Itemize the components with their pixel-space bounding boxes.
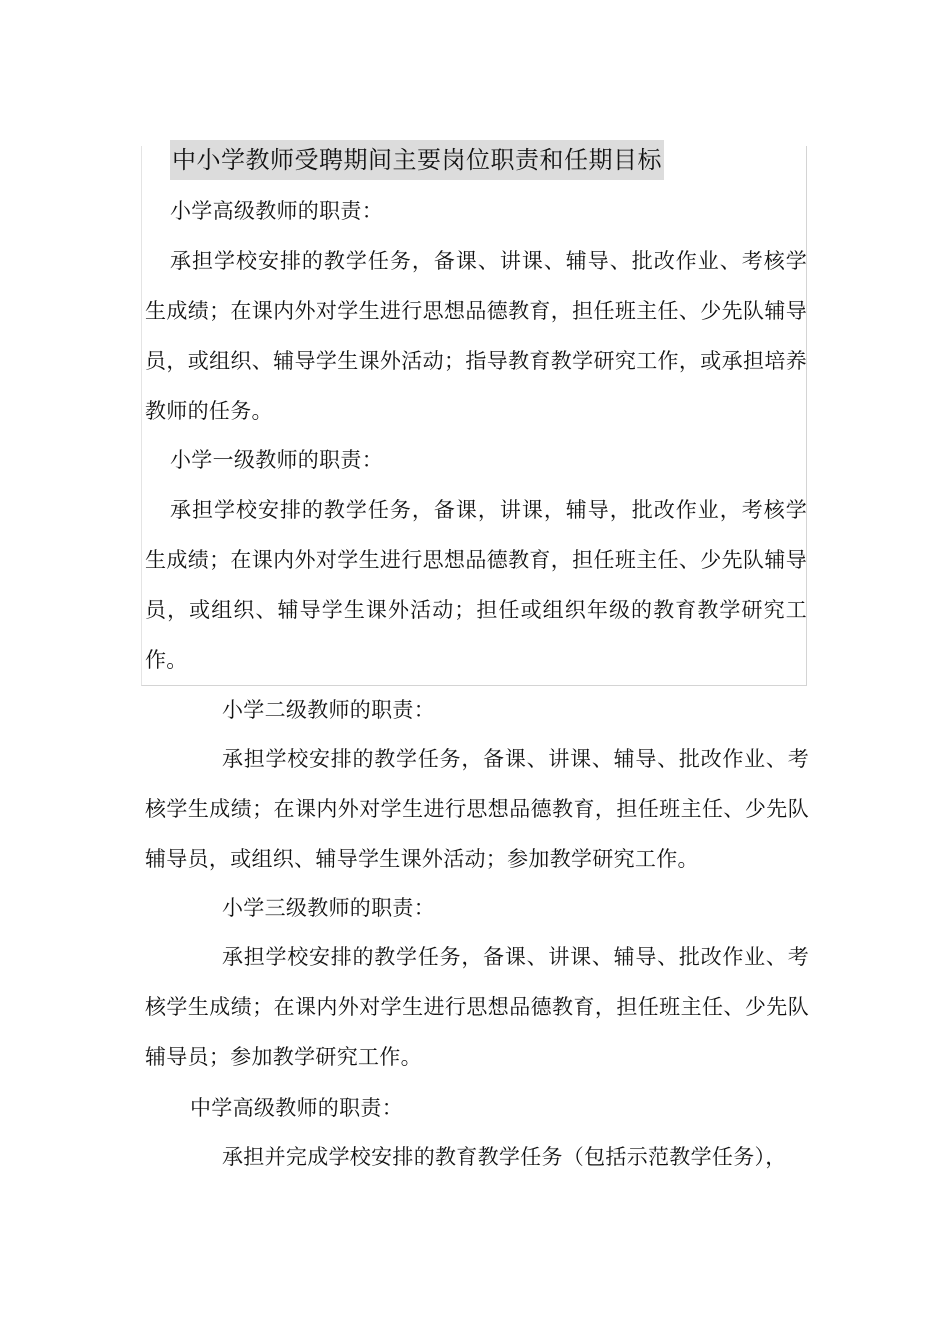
section-body: 承担学校安排的教学任务，备课、讲课、辅导、批改作业、考核学生成绩；在课内外对学生进行思想品德教育，担任班主任、少先队辅导员，或组织、辅导学生课外活动；参加教学研究工作。 bbox=[145, 747, 809, 871]
section-heading: 中学高级教师的职责： bbox=[190, 1096, 403, 1120]
document-title: 中小学教师受聘期间主要岗位职责和任期目标 bbox=[170, 140, 664, 180]
section-body: 承担学校安排的教学任务，备课、讲课、辅导、批改作业、考核学生成绩；在课内外对学生进行思想品德教育，担任班主任、少先队辅导员；参加教学研究工作。 bbox=[145, 945, 809, 1069]
section-heading: 小学二级教师的职责： bbox=[222, 698, 435, 722]
section-body: 承担学校安排的教学任务，备课、讲课、辅导、批改作业、考核学生成绩；在课内外对学生进行思想品德教育，担任班主任、少先队辅导员，或组织、辅导学生课外活动；指导教育教学研究工作，或承担培养教师的任务。 bbox=[145, 249, 807, 423]
section-heading: 小学三级教师的职责： bbox=[222, 896, 435, 920]
section-body: 承担并完成学校安排的教育教学任务（包括示范教学任务）， bbox=[222, 1145, 787, 1169]
section-body: 承担学校安排的教学任务，备课，讲课，辅导，批改作业，考核学生成绩；在课内外对学生进行思想品德教育，担任班主任、少先队辅导员，或组织、辅导学生课外活动；担任或组织年级的教育教学研究工作。 bbox=[145, 498, 807, 672]
section-heading: 小学一级教师的职责： bbox=[170, 448, 383, 472]
section-heading: 小学高级教师的职责： bbox=[170, 199, 383, 223]
